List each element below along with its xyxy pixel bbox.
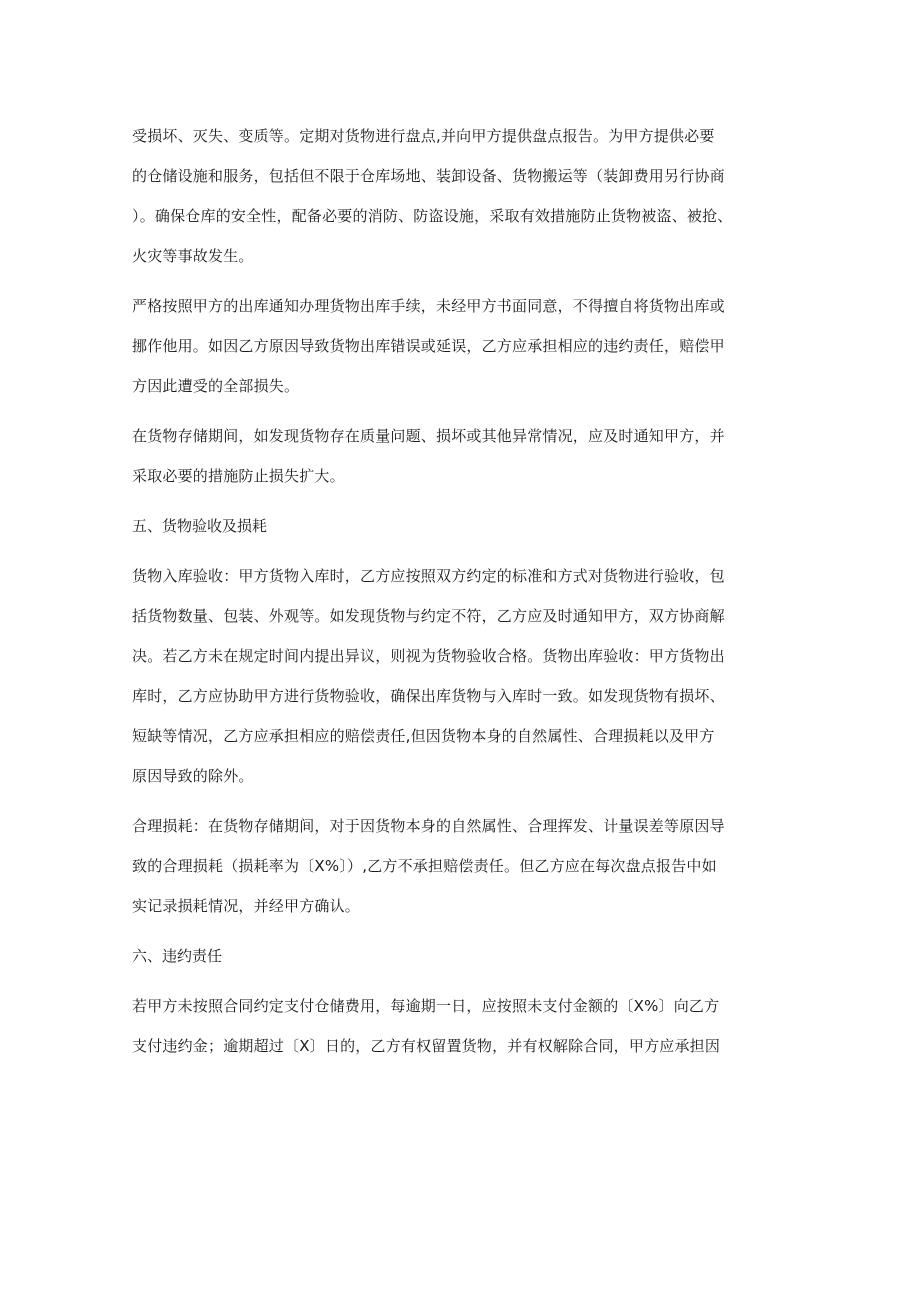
text-line: 括货物数量、包装、外观等。如发现货物与约定不符，乙方应及时通知甲方，双方协商解 [132,607,725,625]
paragraph-late-payment [132,986,797,1066]
text-line: 决。若乙方未在规定时间内提出异议，则视为货物验收合格。货物出库验收：甲方货物出 [132,647,725,665]
text-line: 支付违约金；逾期超过〔X〕日的，乙方有权留置货物，并有权解除合同，甲方应承担因 [132,1037,721,1055]
text-line: 在货物存储期间，如发现货物存在质量问题、损坏或其他异常情况，应及时通知甲方，并 [132,427,725,445]
text-line: 实记录损耗情况，并经甲方确认。 [132,897,361,915]
section-heading-inspection [132,506,797,546]
text-line: 的仓储设施和服务，包括但不限于仓库场地、装卸设备、货物搬运等（装卸费用另行协商 [132,167,725,185]
text-line: ）。确保仓库的安全性，配备必要的消防、防盗设施，采取有效措施防止货物被盗、被抢、 [132,207,733,225]
text-line: 原因导致的除外。 [132,767,254,785]
text-line: 若甲方未按照合同约定支付仓储费用，每逾期一日，应按照未支付金额的〔X%〕向乙方 [132,997,720,1015]
paragraph-warehouse-duties [132,116,797,276]
paragraph-goods-inspection [132,556,797,796]
text-line: 短缺等情况，乙方应承担相应的赔偿责任,但因货物本身的自然属性、合理损耗以及甲方 [132,727,715,745]
paragraph-outbound-procedure [132,286,797,406]
text-line: 货物入库验收：甲方货物入库时，乙方应按照双方约定的标准和方式对货物进行验收，包 [132,567,725,585]
text-line: 受损坏、灭失、变质等。定期对货物进行盘点,并向甲方提供盘点报告。为甲方提供必要 [132,127,715,145]
paragraph-storage-notice [132,416,797,496]
paragraph-reasonable-loss [132,806,797,926]
document-body [132,116,797,1076]
heading-text: 五、货物验收及损耗 [132,517,268,535]
text-line: 严格按照甲方的出库通知办理货物出库手续，未经甲方书面同意，不得擅自将货物出库或 [132,297,725,315]
section-heading-liability [132,936,797,976]
text-line: 合理损耗：在货物存储期间，对于因货物本身的自然属性、合理挥发、计量误差等原因导 [132,817,725,835]
text-line: 库时，乙方应协助甲方进行货物验收，确保出库货物与入库时一致。如发现货物有损坏、 [132,687,725,705]
text-line: 火灾等事故发生。 [132,247,254,265]
heading-text: 六、违约责任 [132,947,223,965]
text-line: 致的合理损耗（损耗率为〔X%〕）,乙方不承担赔偿责任。但乙方应在每次盘点报告中如 [132,857,717,875]
text-line: 挪作他用。如因乙方原因导致货物出库错误或延误，乙方应承担相应的违约责任，赔偿甲 [132,337,725,355]
text-line: 采取必要的措施防止损失扩大。 [132,467,345,485]
text-line: 方因此遭受的全部损失。 [132,377,300,395]
